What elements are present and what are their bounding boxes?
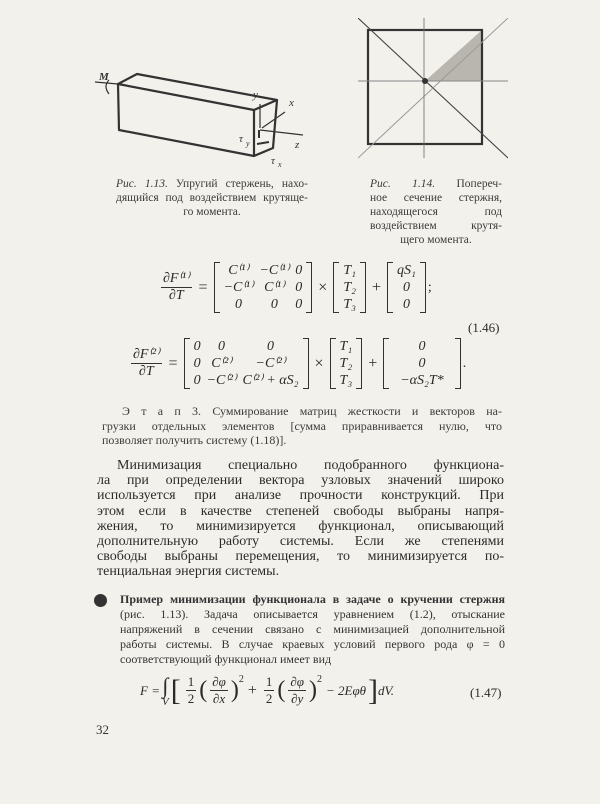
denominator: ∂T: [168, 288, 184, 303]
t-vector: [333, 262, 366, 313]
equation-1-46-first: [158, 262, 432, 313]
numerator: 1: [265, 674, 273, 689]
exponent: 2: [316, 674, 322, 685]
figure-1-13-caption: [116, 177, 308, 219]
times-sign: ×: [314, 354, 324, 372]
matrix-cell: 0: [193, 373, 201, 388]
tau-y-subscript: y: [246, 139, 250, 148]
times-sign: ×: [318, 278, 328, 296]
matrix-cell: qS₁: [397, 263, 416, 278]
load-vector-1: [387, 262, 426, 313]
denominator: ∂y: [291, 691, 304, 706]
stage-3-paragraph: [102, 404, 502, 448]
equation-1-47: F = ∫ V [ $\frac{1}{2}$ ( $\frac{\partial\varphi}{\partial x}$ ) $^2$ + $\frac{1}{2}$ ( $\frac{\partial\varphi}{\partial y}$ ) $^2$ − 2Eφθ ] dV.: [140, 672, 395, 708]
text-line: соответствующий функционал имеет вид: [120, 652, 332, 666]
equation-number: (1.46): [468, 320, 500, 335]
matrix-cell: −C⁽¹⁾: [223, 280, 254, 295]
text-line: Минимизация специально подобранного функциона-: [117, 458, 504, 473]
matrix-cell: −C⁽²⁾: [206, 373, 237, 388]
matrix-cell: −αS₂T*: [400, 373, 444, 388]
lhs: F =: [140, 682, 160, 698]
matrix-cell: 0: [295, 263, 303, 278]
t-vector: [330, 338, 363, 389]
text-line: позволяет получить систему (1.18)].: [102, 433, 287, 447]
numerator: ∂φ: [212, 674, 226, 689]
matrix-cell: 0: [402, 280, 410, 295]
figure-1-13-elastic-rod: [95, 70, 305, 170]
stiffness-matrix-2: [184, 338, 309, 389]
matrix-cell: 0: [193, 339, 201, 354]
load-vector-2: [383, 338, 460, 389]
integral-sign: ∫: [162, 672, 169, 698]
exponent: 2: [238, 674, 244, 685]
caption-line: ное сечение стержня,: [370, 192, 502, 204]
matrix-cell: C⁽²⁾ + αS₂: [242, 373, 299, 388]
text-line: грузки отдельных элементов [сумма приравнивается нулю, что: [102, 418, 502, 433]
stiffness-matrix-1: [214, 262, 313, 313]
page-number: 32: [96, 722, 109, 737]
figure-1-14-cross-section: [358, 18, 508, 160]
matrix-cell: −C⁽¹⁾: [259, 263, 290, 278]
equation-number: (1.47): [470, 685, 502, 700]
denominator: ∂x: [212, 691, 226, 706]
matrix-cell: C⁽¹⁾: [228, 263, 249, 278]
caption-number: Рис. 1.13.: [116, 178, 168, 190]
matrix-cell: 0: [270, 297, 278, 312]
energy-term: − 2Eφθ: [325, 682, 367, 698]
matrix-cell: 0: [193, 356, 201, 371]
text-line: тенциальная энергия системы.: [97, 564, 280, 580]
example-title: Пример минимизации функционала в задаче о кручении стержня: [120, 592, 505, 606]
text-line: этом если в качестве степеней свободы выбраны напря-: [97, 503, 504, 519]
text-line: Э т а п 3. Суммирование матриц жесткости и векторов на-: [122, 404, 502, 418]
caption-line: Упругий стержень, нахо-: [175, 178, 309, 190]
equals-sign: =: [168, 354, 178, 372]
z-axis-label: z: [295, 139, 300, 151]
matrix-cell: T₂: [339, 356, 353, 371]
plus-sign: +: [371, 278, 382, 296]
tau-x-label: τ: [271, 155, 275, 167]
caption-number: Рис. 1.14.: [370, 178, 436, 190]
integration-domain: V: [161, 695, 169, 708]
denominator: 2: [265, 691, 273, 706]
numerator: ∂φ: [290, 674, 304, 689]
matrix-cell: T₁: [339, 339, 353, 354]
matrix-cell: 0: [235, 297, 242, 312]
denominator: ∂T: [138, 364, 154, 379]
caption-line: воздействием крутя-: [370, 220, 502, 232]
right-bracket: ]: [368, 673, 379, 707]
differential: dV.: [378, 682, 395, 698]
matrix-cell: 0: [418, 356, 426, 371]
x-axis-label: x: [289, 97, 294, 109]
text-line: жения, то минимизируется функционал, описывающий: [97, 518, 504, 534]
matrix-cell: 0: [295, 297, 303, 312]
moment-label: M: [99, 71, 109, 83]
matrix-cell: 0: [218, 339, 225, 354]
matrix-cell: −C⁽²⁾: [255, 356, 286, 371]
plus-sign: +: [247, 681, 257, 699]
text-line: напряжений в сечении связано с минимизацией дополнительной: [120, 622, 505, 636]
matrix-cell: C⁽²⁾: [211, 356, 232, 371]
text-line: используется при анализе прочности конструкций. При: [97, 488, 504, 504]
matrix-cell: T₂: [343, 280, 356, 295]
caption-line: го момента.: [183, 206, 241, 218]
numerator: ∂F⁽²⁾: [133, 347, 160, 362]
period: .: [462, 355, 467, 371]
example-paragraph: [120, 592, 505, 667]
text-line: дополнительную работу системы. Если же степенями: [97, 533, 504, 549]
matrix-cell: 0: [402, 297, 410, 312]
equation-1-46-second: [128, 338, 466, 389]
numerator: 1: [187, 674, 195, 689]
numerator: ∂F⁽¹⁾: [163, 271, 190, 286]
bullet-icon: [94, 594, 107, 607]
caption-line: Попереч-: [456, 178, 502, 190]
left-bracket: [: [170, 673, 181, 707]
matrix-cell: 0: [266, 339, 274, 354]
plus-sign: +: [368, 354, 378, 372]
matrix-cell: 0: [418, 339, 426, 354]
text-line: работы системы. В случае краевых условий первого рода φ = 0: [120, 637, 505, 651]
matrix-cell: 0: [295, 280, 303, 295]
lhs-fraction: [161, 271, 192, 304]
lhs-fraction: [131, 347, 162, 380]
semicolon: ;: [427, 279, 432, 295]
main-paragraph: [97, 458, 504, 580]
matrix-cell: T₁: [343, 263, 356, 278]
matrix-cell: T₃: [339, 373, 353, 388]
y-axis-label: y: [253, 89, 258, 101]
caption-line: находящегося под: [370, 206, 502, 218]
equals-sign: =: [198, 278, 208, 296]
caption-line: щего момента.: [400, 234, 472, 246]
tau-x-subscript: x: [278, 160, 282, 169]
denominator: 2: [187, 691, 195, 706]
text-line: ла при определении вектора узловых значений широко: [97, 473, 504, 489]
matrix-cell: C⁽¹⁾: [264, 280, 285, 295]
text-line: (рис. 1.13). Задача описывается уравнением (1.2), отыскание: [120, 607, 505, 621]
matrix-cell: T₃: [343, 297, 356, 312]
tau-y-label: τ: [239, 133, 243, 145]
text-line: свободы выбраны перемещения, то минимизируется по-: [97, 549, 504, 565]
figure-1-14-caption: [370, 177, 502, 247]
caption-line: дящийся под воздействием крутяще-: [116, 192, 308, 204]
